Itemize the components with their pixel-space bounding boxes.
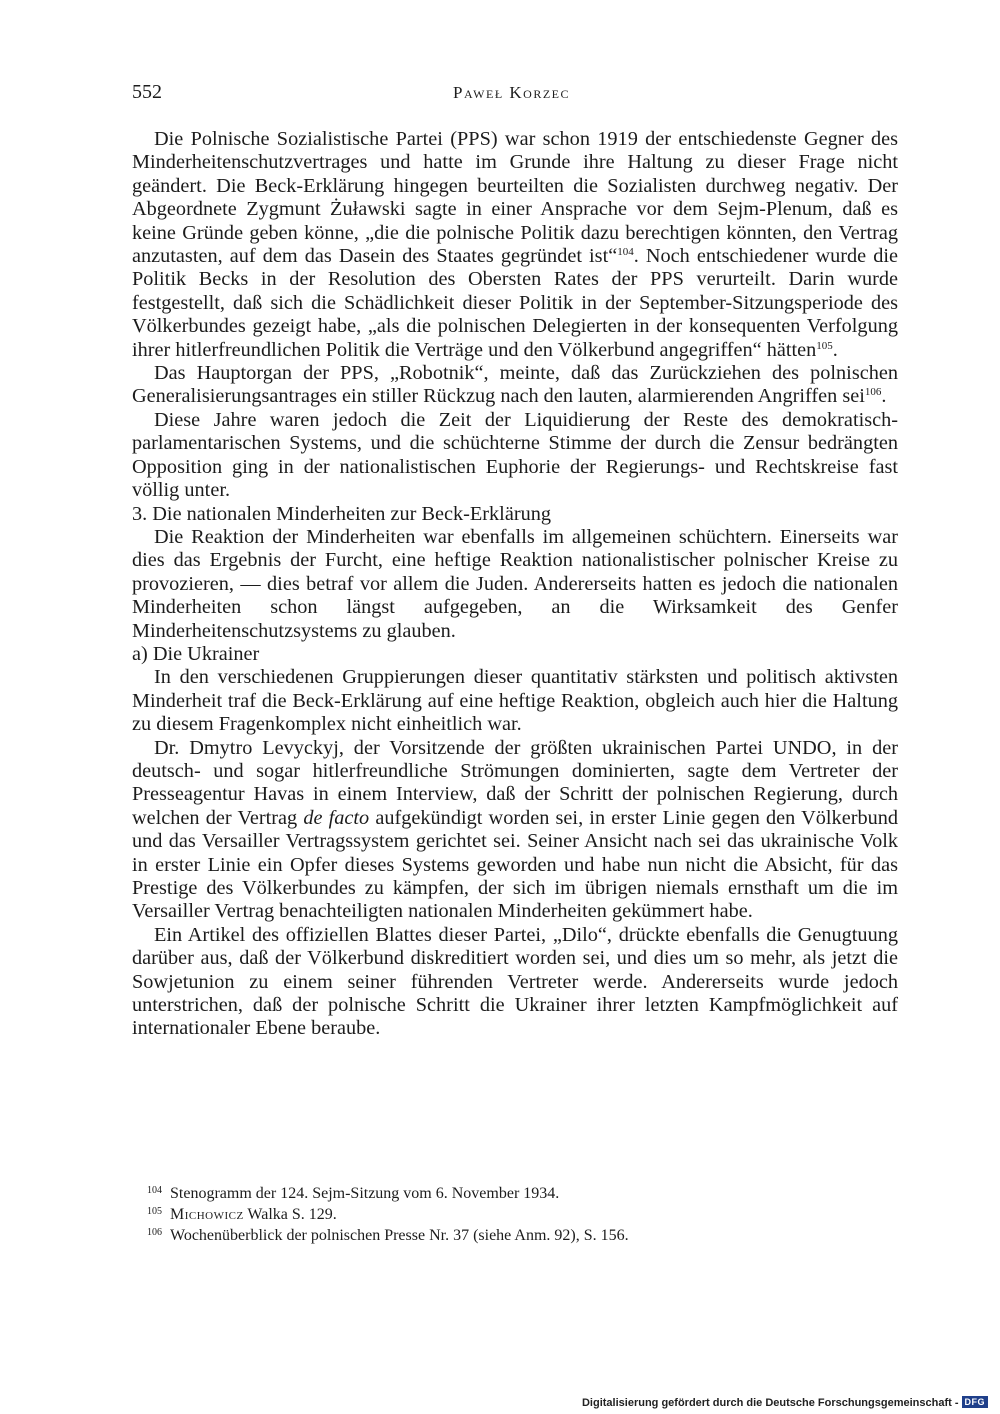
paragraph-levyckyj <box>132 737 898 924</box>
paragraph-minorities-reaction: Die Reaktion der Minderheiten war ebenfalls im allgemeinen schüchtern. Einerseits war dies das Ergebnis der Furcht, eine heftige Reaktion nationalistischer polnischer Kreise zu provozieren, — dies betraf vor allem die Juden. Andererseits hatten es jedoch die nationalen Minderheiten schon längst aufgegeben, an die Wirksamkeit des Genfer Minderheitenschutzsystems zu glauben. <box>132 525 898 642</box>
paragraph-dilo: Ein Artikel des offiziellen Blattes dieser Partei, „Dilo“, drückte ebenfalls die Genugtuung darüber aus, daß der Völkerbund diskreditiert worden sei, und dies um so mehr, als jetzt die Sowjetunion zu einem seiner führenden Vertreter werde. Andererseits wurde jedoch unterstrichen, daß der polnische Schritt die Ukrainer ihrer letzten Kampfmöglichkeit auf internationaler Ebene beraube. <box>132 923 898 1040</box>
paragraph-opposition: Diese Jahre waren jedoch die Zeit der Liquidierung der Reste des demokratisch-parlamentarischen Systems, und die schüchterne Stimme der durch die Zensur bedrängten Opposition ging in der nationalistischen Euphorie der Regierungs- und Rechtskreise fast völlig unter. <box>132 408 898 502</box>
footnote-105 <box>147 1204 887 1225</box>
footnote-106 <box>147 1225 887 1246</box>
paragraph-robotnik-text: Das Hauptorgan der PPS, „Robotnik“, meinte, daß das Zurückziehen des polnischen Generalisierungsantrages ein stiller Rückzug nach den lauten, alarmierenden Angriffen sei <box>132 362 898 408</box>
footnote-text: Wochenüberblick der polnischen Presse Nr. 37 (siehe Anm. 92), S. 156. <box>170 1227 629 1244</box>
footnote-text: Stenogramm der 124. Sejm-Sitzung vom 6. November 1934. <box>170 1185 560 1202</box>
paragraph-levyckyj-text-1: Dr. Dmytro Levyckyj, der Vorsitzende der größten ukrainischen Partei UNDO, in der deutsch- und sogar hitlerfreundliche Strömungen dominierten, sagte dem Vertreter der Presseagentur Havas in einem Interview, daß der Schritt der polnischen Regierung, durch welchen der Vertrag <box>132 736 898 829</box>
dfg-logo[interactable]: DFG <box>962 1396 989 1408</box>
footnote-text: Walka S. 129. <box>243 1206 337 1223</box>
running-head-author: Paweł Korzec <box>453 83 571 102</box>
footnotes <box>147 1183 887 1246</box>
body-text <box>132 128 898 1041</box>
paragraph-pps-text-2: . Noch entschiedener wurde die Politik Becks in der Resolution des Obersten Rates der PPS verurteilt. Darin wurde festgestellt, daß sich die Schädlichkeit dieser Politik in der September-Sitzungsperiode des Völkerbundes gezeigt habe, „als die polnischen Delegierten in der konsequenten Verfolgung ihrer hitlerfreundlichen Politik die Verträge und den Völkerbund angegriffen“ hätten <box>132 245 898 361</box>
footnote-number: 105 <box>147 1206 162 1217</box>
page-number: 552 <box>132 81 162 103</box>
paragraph-robotnik <box>132 362 898 409</box>
paragraph-levyckyj-text-2: aufgekündigt worden sei, in erster Linie gegen den Völkerbund und das Versailler Vertragssystem gerichtet sei. Seiner Ansicht nach sei das ukrainische Volk in erster Linie ein Opfer dieses Systems geworden und habe nun nicht die Absicht, für das Prestige des Völkerbundes zu kämpfen, der sich im übrigen niemals ernsthaft um die im Versailler Vertrag benachteiligten nationalen Minderheiten gekümmert habe. <box>132 806 899 923</box>
paragraph-pps-text-1: Die Polnische Sozialistische Partei (PPS) war schon 1919 der entschiedenste Gegner des Minderheitenschutzvertrages und hatte im Grunde ihre Haltung zu dieser Frage nicht geändert. Die Beck-Erklärung hingegen beurteilten die Sozialisten durchweg negativ. Der Abgeordnete Zygmunt Żuławski sagte in einer Ansprache vor dem Sejm-Plenum, daß es keine Gründe geben könne, „die die polnische Politik dazu berechtigen könnten, den Vertrag anzutasten, auf dem das Dasein des Staates gegründet ist“ <box>132 128 898 268</box>
subsection-heading-ukrainer: a) Die Ukrainer <box>132 642 260 665</box>
footnote-104 <box>147 1183 887 1204</box>
footnote-ref-106[interactable]: 106 <box>864 386 882 399</box>
credit-text: Digitalisierung gefördert durch die Deutsche Forschungsgemeinschaft - <box>581 1397 959 1409</box>
paragraph-pps-text-3: . <box>832 338 838 361</box>
italic-de-facto: de facto <box>303 806 370 829</box>
footnote-ref-104[interactable]: 104 <box>617 246 634 259</box>
digitization-credit <box>582 1396 988 1410</box>
paragraph-pps <box>132 128 898 362</box>
paragraph-robotnik-text-end: . <box>881 385 887 408</box>
footnote-author: Michowicz <box>170 1206 244 1223</box>
footnote-number: 106 <box>147 1227 162 1238</box>
section-heading-3: 3. Die nationalen Minderheiten zur Beck-Erklärung <box>132 502 551 525</box>
footnote-ref-105[interactable]: 105 <box>816 339 833 352</box>
footnote-number: 104 <box>147 1185 162 1196</box>
paragraph-ukrainer-groups: In den verschiedenen Gruppierungen dieser quantitativ stärksten und politisch aktivsten Minderheit traf die Beck-Erklärung auf eine heftige Reaktion, obgleich auch hier die Haltung zu diesem Fragenkomplex nicht einheitlich war. <box>132 666 898 736</box>
